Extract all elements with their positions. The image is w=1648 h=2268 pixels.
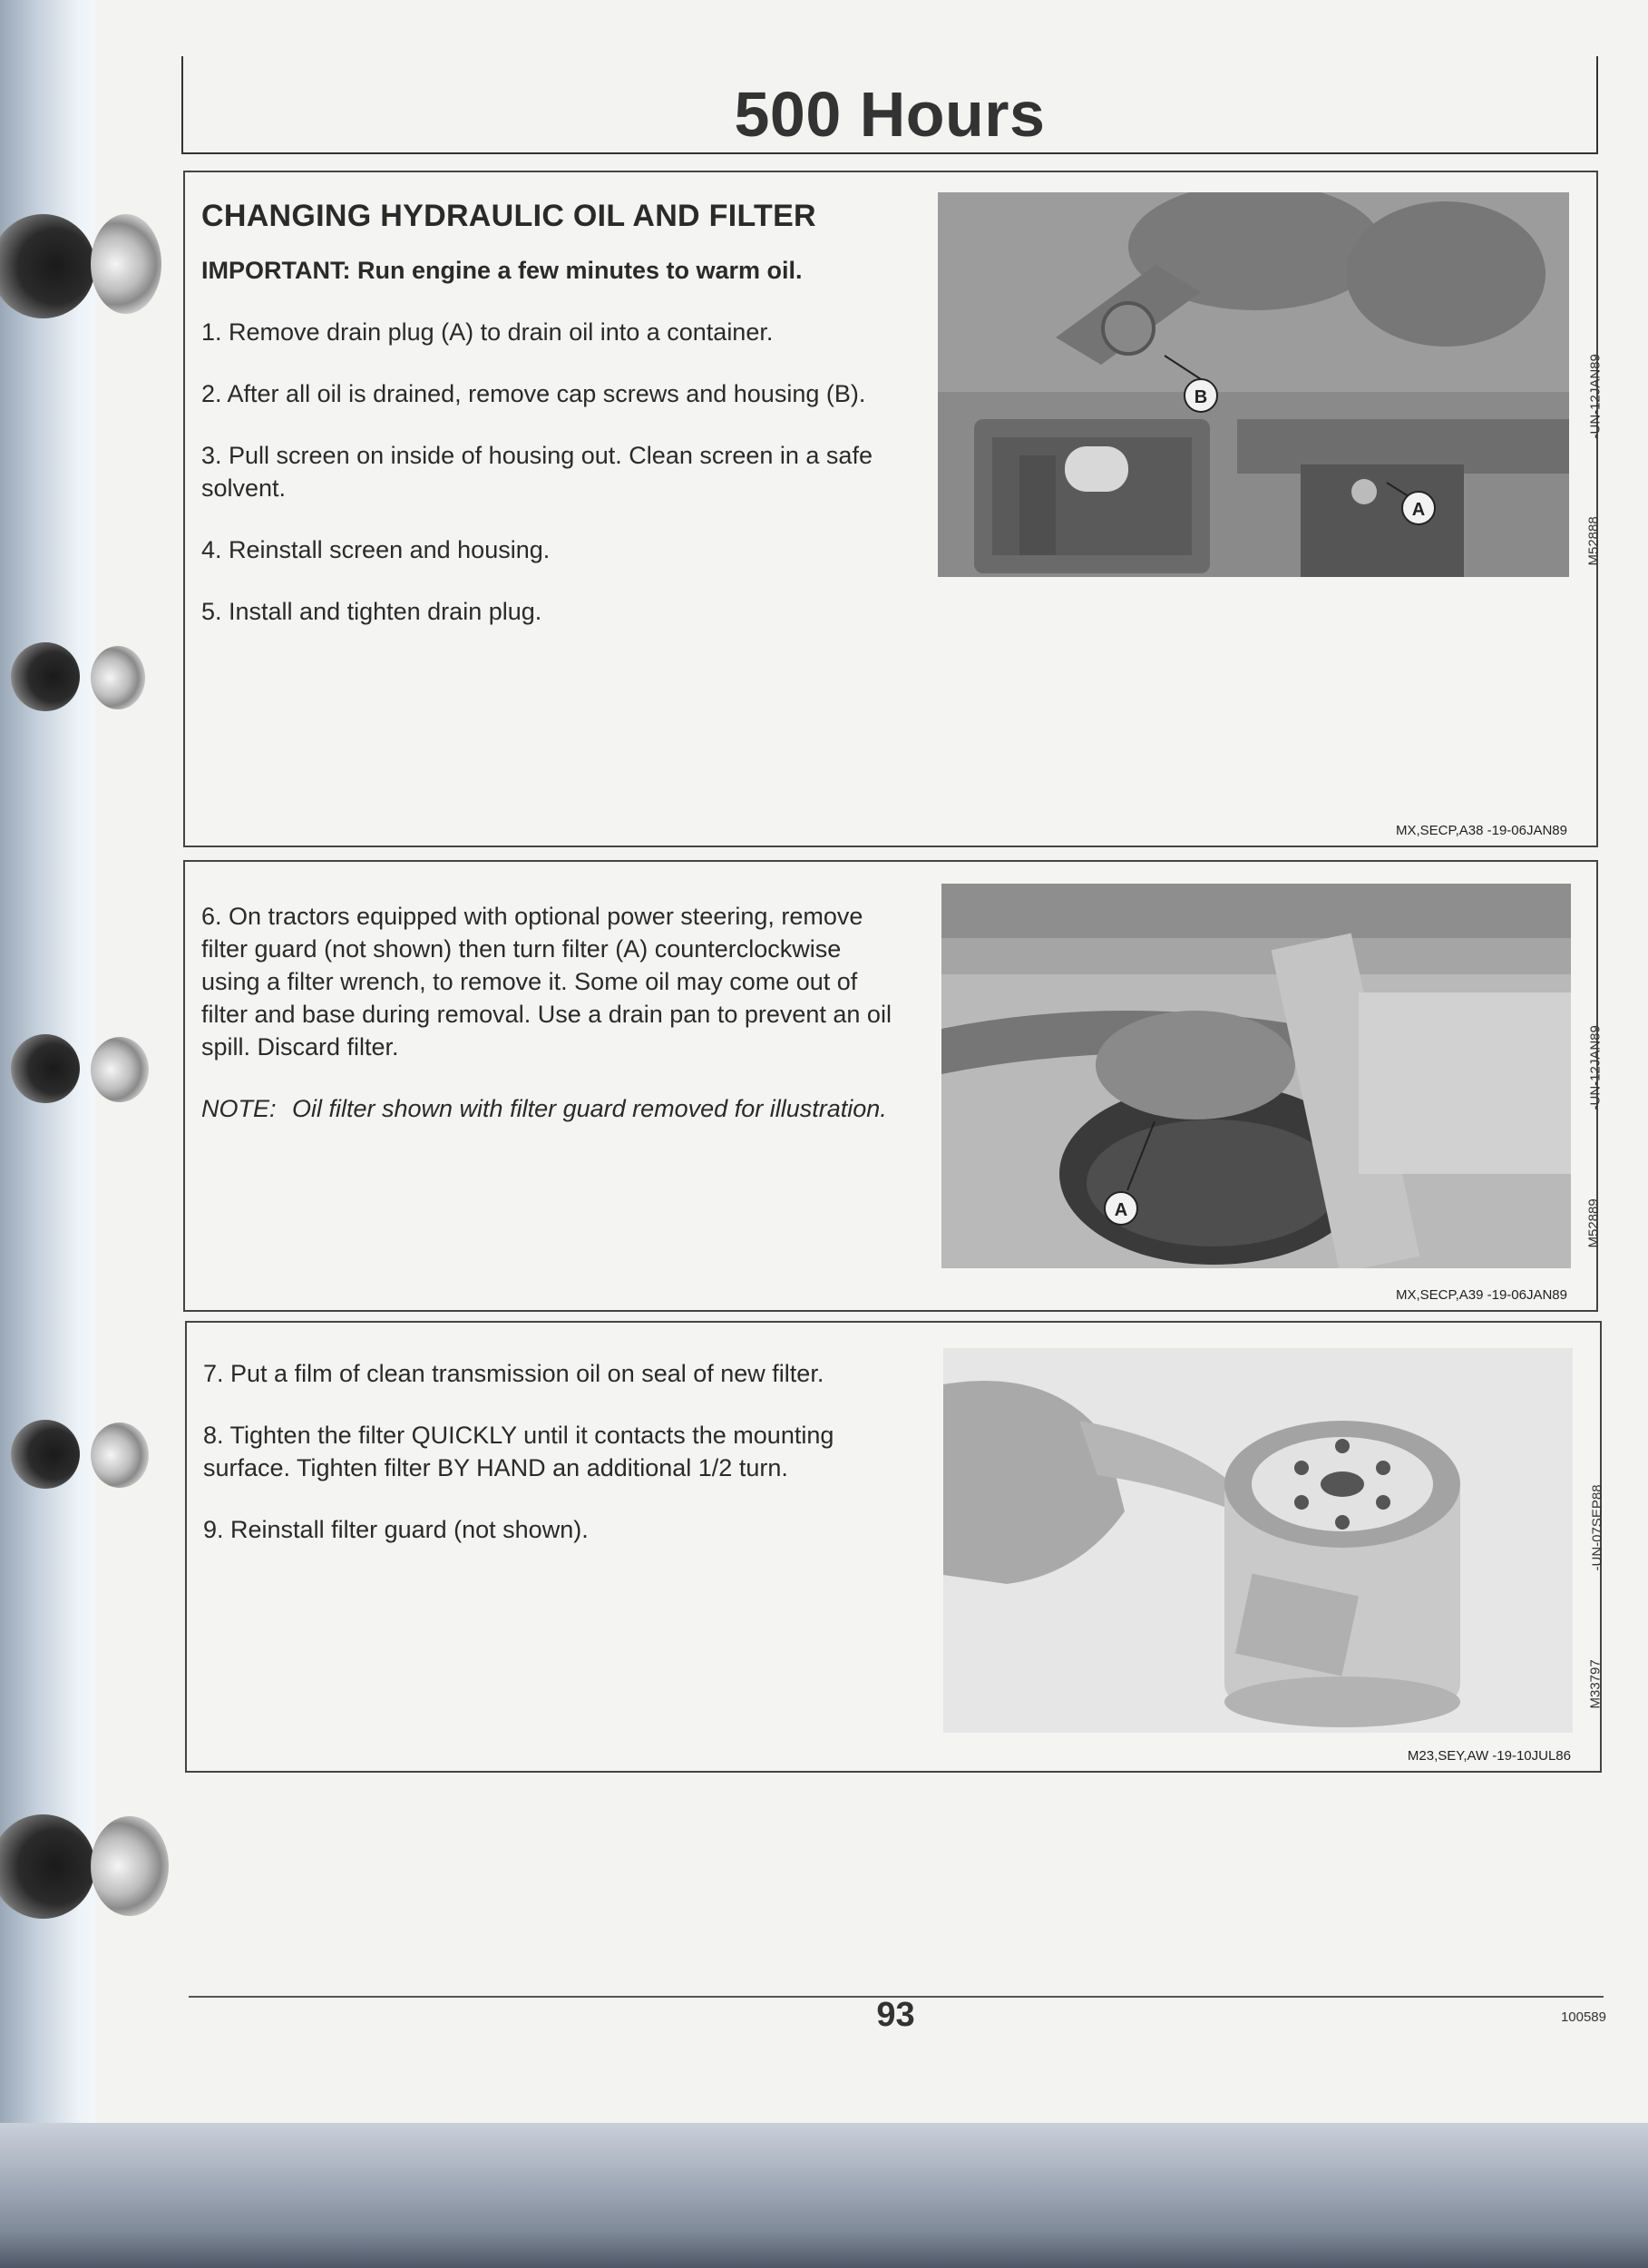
scanner-background <box>0 2123 1648 2268</box>
step-8: 8. Tighten the filter QUICKLY until it contacts the mounting surface. Tighten filter BY HAND an additional 1/2 turn. <box>203 1422 834 1481</box>
photo-id-label: -UN-07SEP88 <box>1589 1484 1605 1571</box>
binder-hole <box>11 1420 80 1489</box>
page-number: 93 <box>876 1996 915 2034</box>
note-label: NOTE: <box>201 1095 277 1122</box>
binder-hole-edge <box>91 214 161 314</box>
section-code: MX,SECP,A39 -19-06JAN89 <box>1396 1287 1567 1303</box>
section-code: M23,SEY,AW -19-10JUL86 <box>1407 1748 1571 1764</box>
binder-hole <box>11 642 80 711</box>
step-5: 5. Install and tighten drain plug. <box>201 598 542 625</box>
section-panel-2 <box>183 860 1604 1312</box>
callout-b: B <box>1194 387 1208 407</box>
note-text: Oil filter shown with filter guard removed for illustration. <box>292 1095 887 1122</box>
callout-a: A <box>1411 500 1426 520</box>
photo-number-label: M33797 <box>1587 1659 1604 1709</box>
section-code: MX,SECP,A38 -19-06JAN89 <box>1396 823 1567 838</box>
step-3: 3. Pull screen on inside of housing out. Clean screen in a safe solvent. <box>201 442 873 502</box>
doc-code: 100589 <box>1560 2009 1606 2025</box>
step-9: 9. Reinstall filter guard (not shown). <box>203 1516 589 1543</box>
section-3-text <box>203 1357 902 1575</box>
section-2-text <box>201 900 900 1125</box>
photo-id-label: -UN-12JAN89 <box>1587 354 1604 439</box>
section-panel-3 <box>185 1321 1605 1773</box>
binder-hole-edge <box>91 1037 149 1102</box>
filter-guard-note <box>201 1092 900 1125</box>
binder-hole <box>11 1034 80 1103</box>
step-7: 7. Put a film of clean transmission oil on seal of new filter. <box>203 1360 824 1387</box>
step-4: 4. Reinstall screen and housing. <box>201 536 551 563</box>
step-6: 6. On tractors equipped with optional power steering, remove filter guard (not shown) then turn filter (A) counterclockwise using a filter wrench, to remove it. Some oil may come out of filter and base during removal. Use a drain pan to prevent an oil spill. Discard filter. <box>201 903 892 1061</box>
binder-hole-edge <box>91 646 145 709</box>
callout-a: A <box>1114 1200 1128 1220</box>
step-2: 2. After all oil is drained, remove cap screws and housing (B). <box>201 380 866 407</box>
page-title: 500 Hours <box>734 79 1046 150</box>
important-notice: IMPORTANT: Run engine a few minutes to warm oil. <box>201 257 803 284</box>
step-1: 1. Remove drain plug (A) to drain oil into a container. <box>201 318 774 346</box>
binder-hole-edge <box>91 1816 169 1916</box>
hydraulic-housing-photo <box>938 192 1569 577</box>
section-heading: CHANGING HYDRAULIC OIL AND FILTER <box>201 199 816 233</box>
new-filter-photo <box>943 1348 1573 1733</box>
section-panel-1 <box>183 171 1604 847</box>
photo-number-label: M52889 <box>1585 1198 1602 1248</box>
photo-number-label: M52888 <box>1585 516 1602 566</box>
oil-filter-removal-photo <box>941 884 1571 1268</box>
binder-hole-edge <box>91 1422 149 1488</box>
section-1-text <box>201 200 891 657</box>
photo-id-label: -UN-12JAN89 <box>1587 1025 1604 1110</box>
title-frame <box>181 56 1598 154</box>
